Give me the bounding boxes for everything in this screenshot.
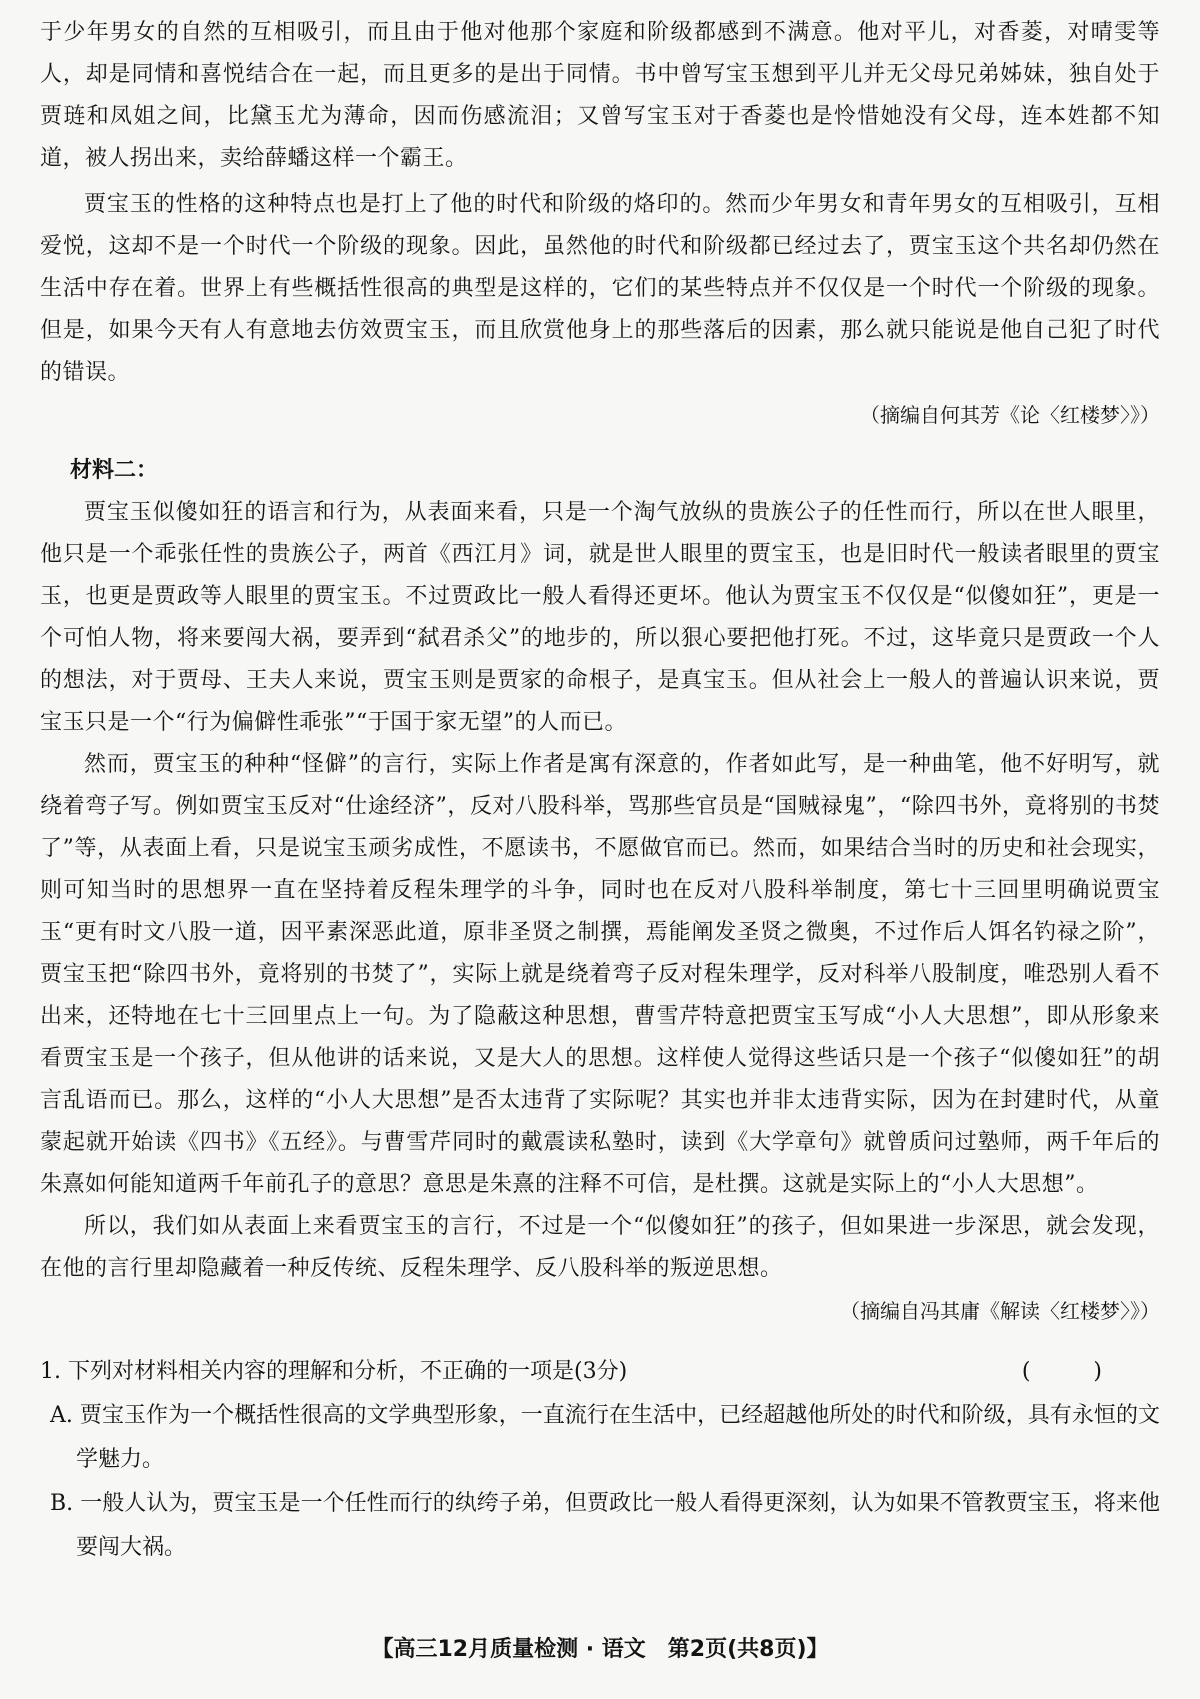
page-footer: 【高三12月质量检测 · 语文 第2页(共8页)】	[371, 1637, 829, 1662]
question-1-option-a: A. 贾宝玉作为一个概括性很高的文学典型形象，一直流行在生活中，已经超越他所处的时代和阶级，具有永恒的文学魅力。	[50, 1403, 1160, 1472]
document-page	[40, 12, 1160, 1570]
material1-paragraph-2: 贾宝玉的性格的这种特点也是打上了他的时代和阶级的烙印的。然而少年男女和青年男女的互相吸引，互相爱悦，这却不是一个时代一个阶级的现象。因此，虽然他的时代和阶级都已经过去了，贾宝玉这个共名却仍然在生活中存在着。世界上有些概括性很高的典型是这样的，它们的某些特点并不仅仅是一个时代一个阶级的现象。但是，如果今天有人有意地去仿效贾宝玉，而且欣赏他身上的那些落后的因素，那么就只能说是他自己犯了时代的错误。	[40, 192, 1160, 385]
material2-paragraph-1: 贾宝玉似傻如狂的语言和行为，从表面来看，只是一个淘气放纵的贵族公子的任性而行，所以在世人眼里，他只是一个乖张任性的贵族公子，两首《西江月》词，就是世人眼里的贾宝玉，也是旧时代一般读者眼里的贾宝玉，也更是贾政等人眼里的贾宝玉。不过贾政比一般人看得还更坏。他认为贾宝玉不仅仅是“似傻如狂”，更是一个可怕人物，将来要闯大祸，要弄到“弑君杀父”的地步的，所以狠心要把他打死。不过，这毕竟只是贾政一个人的想法，对于贾母、王夫人来说，贾宝玉则是贾家的命根子，是真宝玉。但从社会上一般人的普遍认识来说，贾宝玉只是一个“行为偏僻性乖张”“于国于家无望”的人而已。	[40, 500, 1160, 735]
answer-parentheses: ( )	[1021, 1359, 1130, 1384]
question-1-text: 1. 下列对材料相关内容的理解和分析，不正确的一项是(3分)	[40, 1359, 628, 1384]
material2-paragraph-2: 然而，贾宝玉的种种“怪僻”的言行，实际上作者是寓有深意的，作者如此写，是一种曲笔，他不好明写，就绕着弯子写。例如贾宝玉反对“仕途经济”，反对八股科举，骂那些官员是“国贼禄鬼”，“除四书外，竟将别的书焚了”等，从表面上看，只是说宝玉顽劣成性，不愿读书，不愿做官而已。然而，如果结合当时的历史和社会现实，则可知当时的思想界一直在坚持着反程朱理学的斗争，同时也在反对八股科举制度，第七十三回里明确说贾宝玉“更有时文八股一道，因平素深恶此道，原非圣贤之制撰，焉能阐发圣贤之微奥，不过作后人饵名钓禄之阶”，贾宝玉把“除四书外，竟将别的书焚了”，实际上就是绕着弯子反对程朱理学，反对科举八股制度，唯恐别人看不出来，还特地在七十三回里点上一句。为了隐蔽这种思想，曹雪芹特意把贾宝玉写成“小人大思想”，即从形象来看贾宝玉是一个孩子，但从他讲的话来说，又是大人的思想。这样使人觉得这些话只是一个孩子“似傻如狂”的胡言乱语而已。那么，这样的“小人大思想”是否太违背了实际呢？其实也并非太违背实际，因为在封建时代，从童蒙起就开始读《四书》《五经》。与曹雪芹同时的戴震读私塾时，读到《大学章句》就曾质问过塾师，两千年后的朱熹如何能知道两千年前孔子的意思？意思是朱熹的注释不可信，是杜撰。这就是实际上的“小人大思想”。	[40, 752, 1160, 1197]
question-1-stem	[40, 1350, 1160, 1394]
material2-source: （摘编自冯其庸《解读〈红楼梦〉》）	[840, 1299, 1160, 1323]
material1-source: （摘编自何其芳《论〈红楼梦〉》）	[860, 403, 1160, 427]
material1-paragraph-1: 于少年男女的自然的互相吸引，而且由于他对他那个家庭和阶级都感到不满意。他对平儿，对香菱，对晴雯等人，却是同情和喜悦结合在一起，而且更多的是出于同情。书中曾写宝玉想到平儿并无父母兄弟姊妹，独自处于贾琏和凤姐之间，比黛玉尤为薄命，因而伤感流泪；又曾写宝玉对于香菱也是怜惜她没有父母，连本姓都不知道，被人拐出来，卖给薛蟠这样一个霸王。	[40, 20, 1160, 171]
material2-heading: 材料二：	[70, 457, 159, 483]
question-1-option-b: B. 一般人认为，贾宝玉是一个任性而行的纨绔子弟，但贾政比一般人看得更深刻，认为如果不管教贾宝玉，将来他要闯大祸。	[50, 1491, 1160, 1560]
material2-paragraph-3: 所以，我们如从表面上来看贾宝玉的言行，不过是一个“似傻如狂”的孩子，但如果进一步深思，就会发现，在他的言行里却隐藏着一种反传统、反程朱理学、反八股科举的叛逆思想。	[40, 1214, 1160, 1281]
